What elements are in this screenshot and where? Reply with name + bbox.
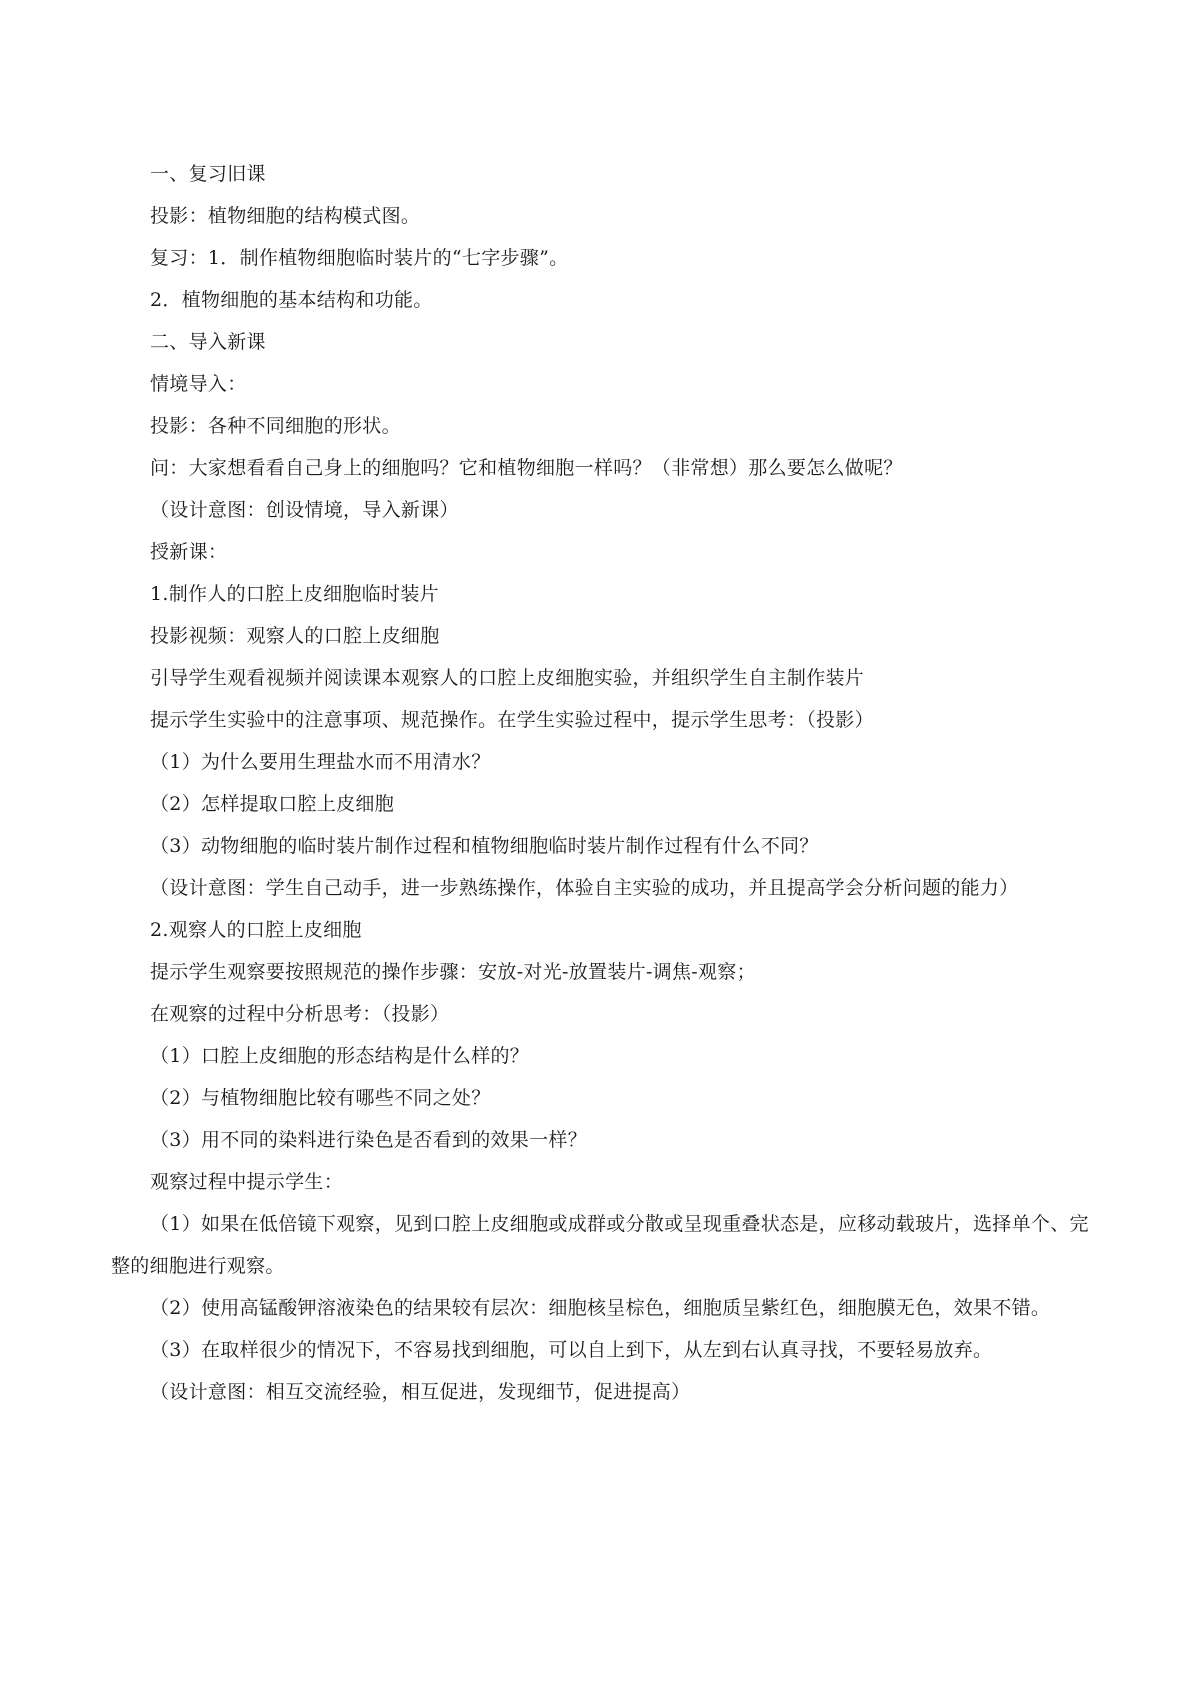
paragraph: 引导学生观看视频并阅读课本观察人的口腔上皮细胞实验，并组织学生自主制作装片 (150, 667, 865, 689)
question-item: （3）动物细胞的临时装片制作过程和植物细胞临时装片制作过程有什么不同？ (150, 835, 819, 857)
document-body (111, 153, 1091, 1413)
paragraph: 投影视频：观察人的口腔上皮细胞 (150, 625, 440, 647)
section-heading-review: 一、复习旧课 (150, 163, 266, 185)
paragraph: 投影：植物细胞的结构模式图。 (150, 205, 421, 227)
tip-item: （3）在取样很少的情况下，不容易找到细胞，可以自上到下，从左到右认真寻找，不要轻易放弃。 (150, 1339, 993, 1361)
section-heading-intro: 二、导入新课 (150, 331, 266, 353)
subsection-heading-2: 2.观察人的口腔上皮细胞 (150, 919, 362, 941)
design-intent-note: （设计意图：学生自己动手，进一步熟练操作，体验自主实验的成功，并且提高学会分析问题的能力） (150, 877, 1019, 899)
paragraph: 观察过程中提示学生： (150, 1171, 344, 1193)
paragraph: 情境导入： (150, 373, 247, 395)
question-item: （1）为什么要用生理盐水而不用清水？ (150, 751, 491, 773)
paragraph: 复习：1．制作植物细胞临时装片的“七字步骤”。 (150, 247, 569, 269)
question-item: （3）用不同的染料进行染色是否看到的效果一样？ (150, 1129, 587, 1151)
paragraph: 提示学生观察要按照规范的操作步骤：安放-对光-放置装片-调焦-观察； (150, 961, 756, 983)
question-item: （2）与植物细胞比较有哪些不同之处？ (150, 1087, 491, 1109)
tip-item: （2）使用高锰酸钾溶液染色的结果较有层次：细胞核呈棕色，细胞质呈紫红色，细胞膜无色，效果不错。 (150, 1297, 1051, 1319)
design-intent-note: （设计意图：相互交流经验，相互促进，发现细节，促进提高） (150, 1381, 691, 1403)
subsection-heading-1: 1.制作人的口腔上皮细胞临时装片 (150, 583, 439, 605)
tip-item: （1）如果在低倍镜下观察，见到口腔上皮细胞或成群或分散或呈现重叠状态是，应移动载玻片，选择单个、完整的细胞进行观察。 (111, 1213, 1089, 1277)
question-item: （2）怎样提取口腔上皮细胞 (150, 793, 394, 815)
paragraph: 投影：各种不同细胞的形状。 (150, 415, 401, 437)
paragraph: 提示学生实验中的注意事项、规范操作。在学生实验过程中，提示学生思考：（投影） (150, 709, 874, 731)
paragraph: 2．植物细胞的基本结构和功能。 (150, 289, 433, 311)
paragraph: 问：大家想看看自己身上的细胞吗？它和植物细胞一样吗？（非常想）那么要怎么做呢？ (150, 457, 903, 479)
design-intent-note: （设计意图：创设情境，导入新课） (150, 499, 459, 521)
question-item: （1）口腔上皮细胞的形态结构是什么样的？ (150, 1045, 530, 1067)
paragraph: 在观察的过程中分析思考：（投影） (150, 1003, 450, 1025)
paragraph: 授新课： (150, 541, 228, 563)
